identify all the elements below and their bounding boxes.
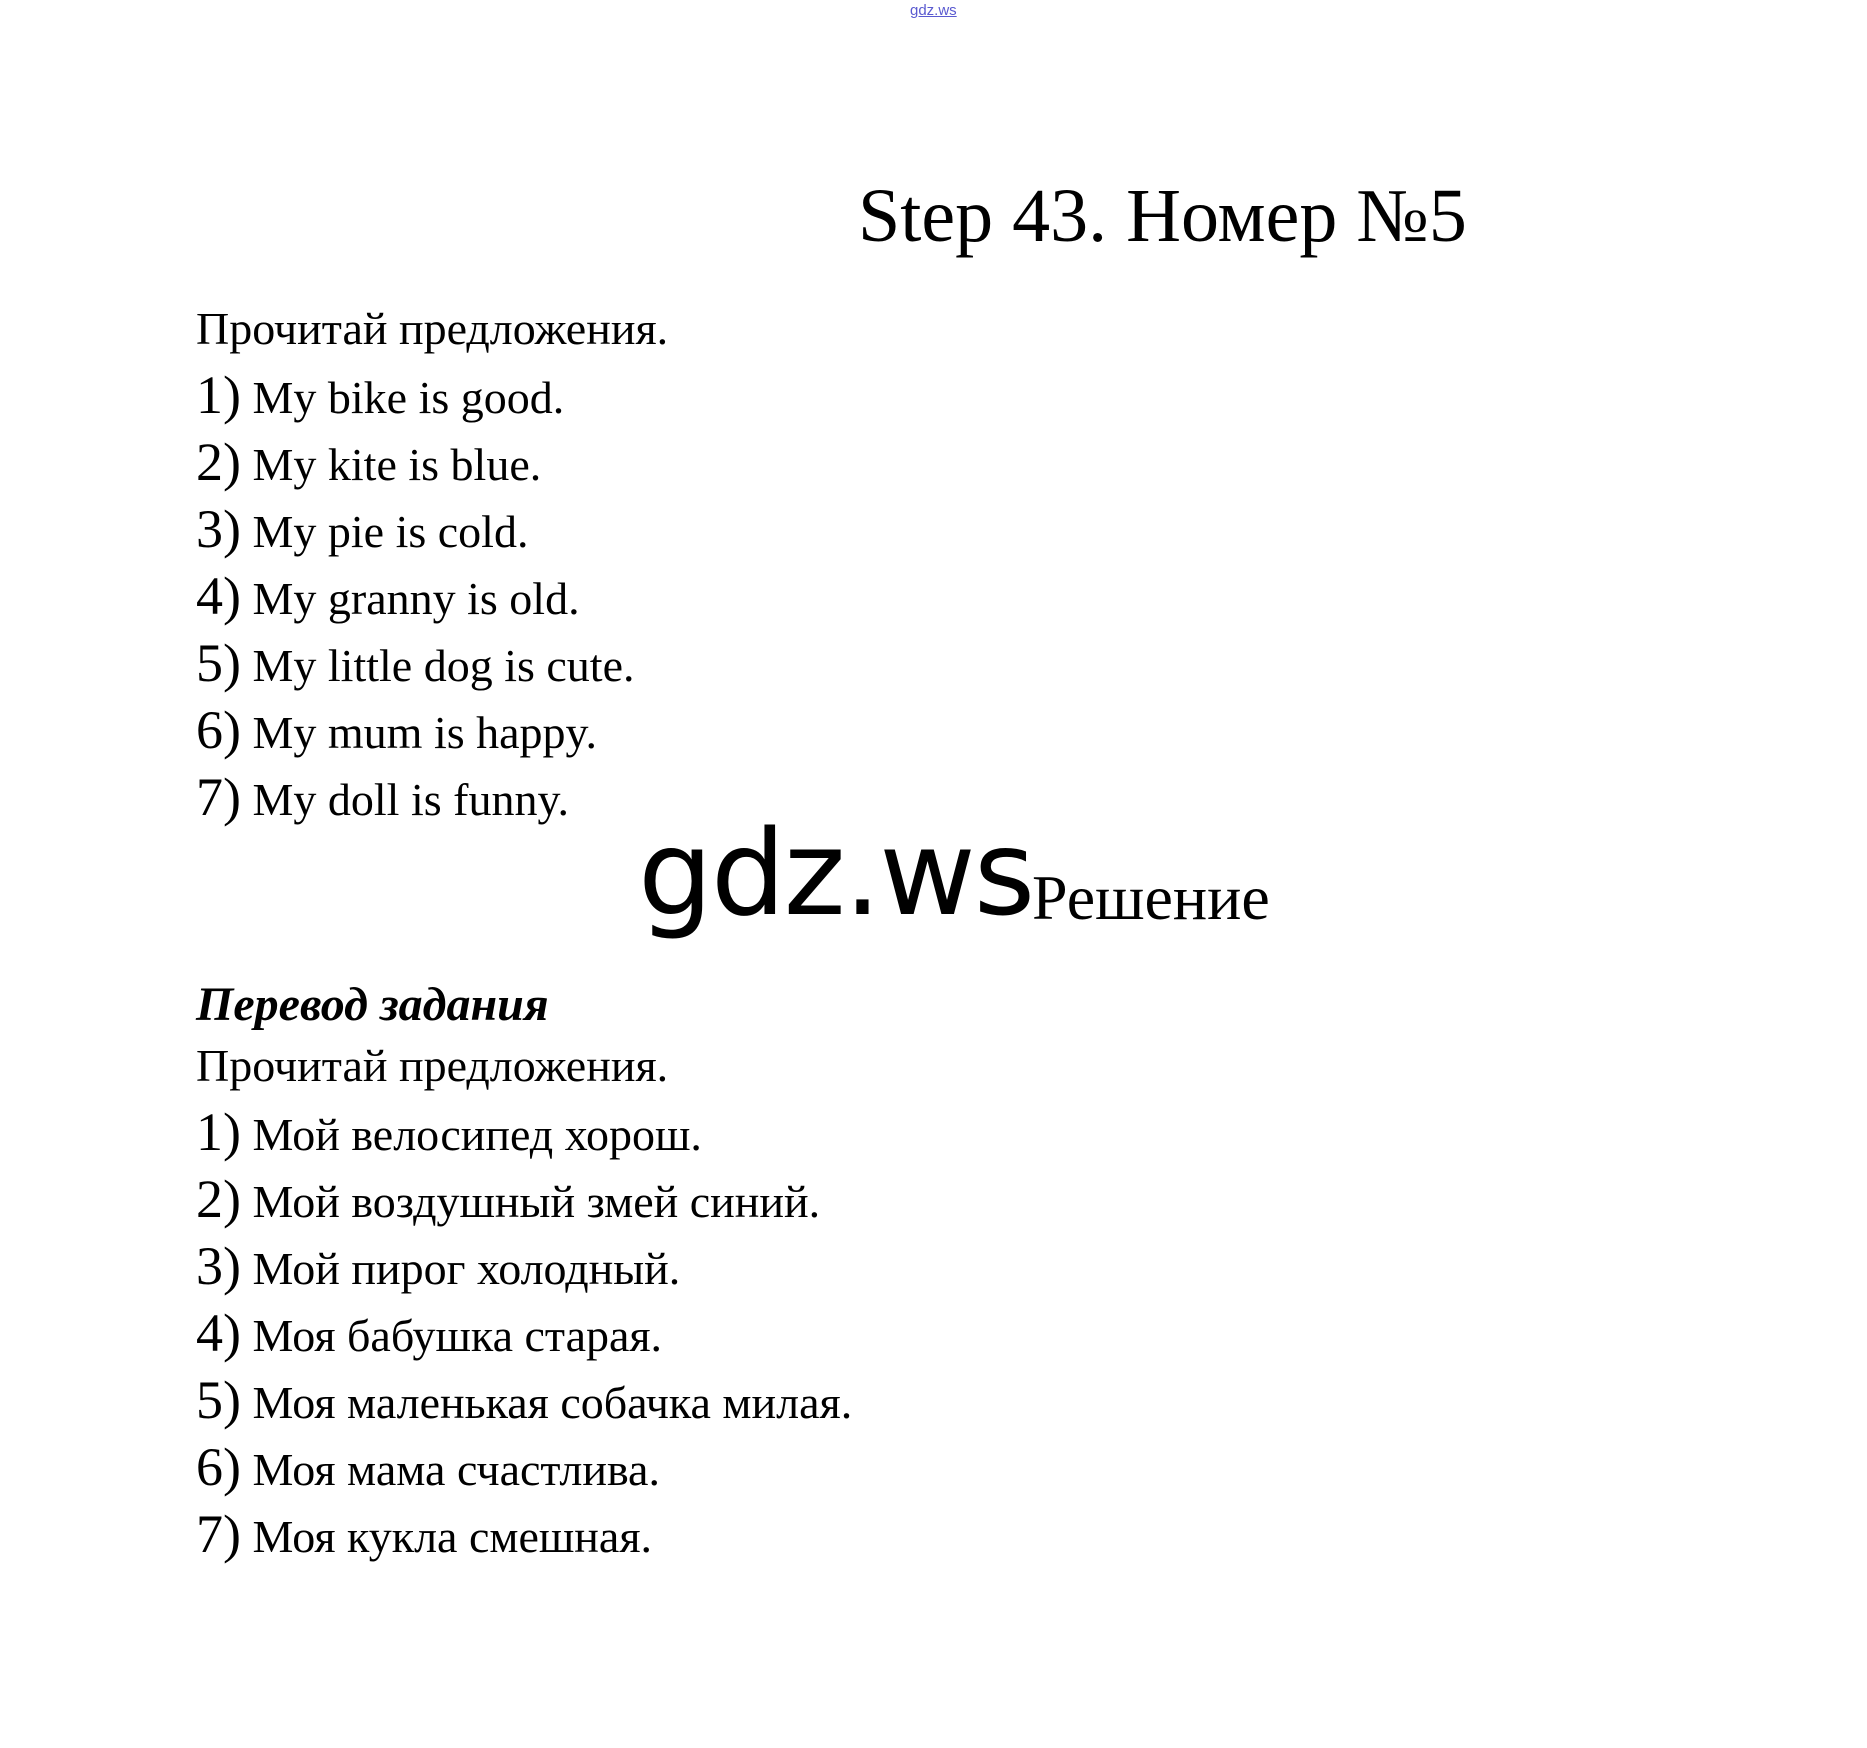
item-number: 1): [196, 1102, 241, 1162]
translation-item: [196, 1099, 852, 1166]
item-number: 3): [196, 1236, 241, 1296]
item-text: My little dog is cute.: [240, 640, 635, 691]
task-item: [196, 630, 668, 697]
translation-item: [196, 1434, 852, 1501]
task-item: [196, 429, 668, 496]
task-block: [196, 295, 668, 831]
item-number: 7): [196, 767, 241, 827]
item-number: 4): [196, 566, 241, 626]
item-text: Мой велосипед хорош.: [240, 1109, 702, 1160]
page-title: Step 43. Номер №5: [858, 174, 1467, 258]
item-number: 4): [196, 1303, 241, 1363]
task-item: [196, 764, 668, 831]
item-text: My pie is cold.: [240, 506, 529, 557]
task-item: [196, 362, 668, 429]
translation-item: [196, 1233, 852, 1300]
translation-item: [196, 1300, 852, 1367]
translation-heading: Перевод задания: [196, 978, 549, 1031]
solution-heading: Решение: [1032, 862, 1270, 933]
item-text: My kite is blue.: [240, 439, 542, 490]
task-item: [196, 496, 668, 563]
item-number: 6): [196, 700, 241, 760]
item-number: 7): [196, 1504, 241, 1564]
translation-item: [196, 1367, 852, 1434]
item-number: 6): [196, 1437, 241, 1497]
task-item: [196, 563, 668, 630]
translation-item: [196, 1501, 852, 1568]
site-watermark: gdz.ws: [638, 804, 1034, 942]
task-instruction: Прочитай предложения.: [196, 303, 669, 354]
item-text: My doll is funny.: [240, 774, 569, 825]
item-text: Моя бабушка старая.: [240, 1310, 663, 1361]
translation-block: [196, 1032, 852, 1568]
item-text: My mum is happy.: [240, 707, 598, 758]
translation-item: [196, 1166, 852, 1233]
top-watermark-link[interactable]: gdz.ws: [910, 2, 957, 19]
item-text: Моя мама счастлива.: [240, 1444, 660, 1495]
item-number: 5): [196, 633, 241, 693]
translation-instruction: Прочитай предложения.: [196, 1040, 669, 1091]
item-number: 1): [196, 365, 241, 425]
item-text: Моя маленькая собачка милая.: [240, 1377, 853, 1428]
item-text: Моя кукла смешная.: [240, 1511, 652, 1562]
item-number: 2): [196, 1169, 241, 1229]
item-number: 5): [196, 1370, 241, 1430]
item-text: My granny is old.: [240, 573, 580, 624]
item-number: 3): [196, 499, 241, 559]
item-text: Мой пирог холодный.: [240, 1243, 681, 1294]
item-text: My bike is good.: [240, 372, 565, 423]
item-text: Мой воздушный змей синий.: [240, 1176, 821, 1227]
task-item: [196, 697, 668, 764]
item-number: 2): [196, 432, 241, 492]
